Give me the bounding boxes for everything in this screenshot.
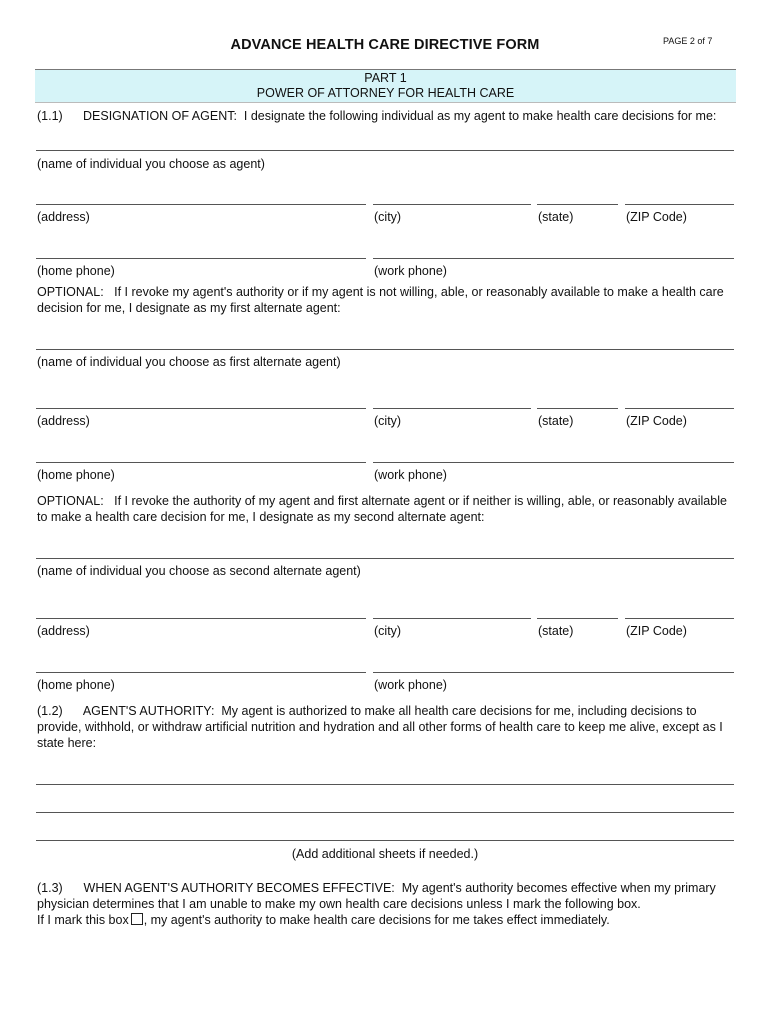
alt2-name-field[interactable] — [36, 558, 734, 559]
agent-home-phone-field[interactable] — [36, 258, 366, 259]
agent-zip-label: (ZIP Code) — [626, 210, 687, 224]
agent-name-label: (name of individual you choose as agent) — [37, 157, 265, 171]
alt1-address-field[interactable] — [36, 408, 366, 409]
alt2-address-field[interactable] — [36, 618, 366, 619]
agent-name-field[interactable] — [36, 150, 734, 151]
alt2-state-label: (state) — [538, 624, 574, 638]
part-header-band — [35, 69, 736, 103]
alt1-state-label: (state) — [538, 414, 574, 428]
agent-address-field[interactable] — [36, 204, 366, 205]
alt1-address-label: (address) — [37, 414, 90, 428]
page-number: PAGE 2 of 7 — [663, 36, 713, 46]
alt1-city-field[interactable] — [373, 408, 531, 409]
additional-sheets-note: (Add additional sheets if needed.) — [291, 847, 479, 861]
authority-exception-line-1[interactable] — [36, 784, 734, 785]
agent-work-phone-label: (work phone) — [374, 264, 447, 278]
alt2-address-label: (address) — [37, 624, 90, 638]
agent-state-label: (state) — [538, 210, 574, 224]
alt1-zip-field[interactable] — [625, 408, 734, 409]
authority-exception-line-3[interactable] — [36, 840, 734, 841]
box-prefix-text: If I mark this box — [37, 913, 129, 927]
agent-state-field[interactable] — [537, 204, 618, 205]
alt2-zip-label: (ZIP Code) — [626, 624, 687, 638]
immediate-effect-line — [37, 912, 610, 928]
alt1-zip-label: (ZIP Code) — [626, 414, 687, 428]
part-label: PART 1 — [364, 71, 407, 85]
alt2-zip-field[interactable] — [625, 618, 734, 619]
alt2-name-label: (name of individual you choose as second alternate agent) — [37, 564, 361, 578]
alt1-name-label: (name of individual you choose as first alternate agent) — [37, 355, 341, 369]
optional-first-alternate-text: OPTIONAL: If I revoke my agent's authority or if my agent is not willing, able, or reasonably available to make a health care decision for me, I designate as my first alternate agent: — [37, 285, 728, 315]
section-1-3-text: (1.3) WHEN AGENT'S AUTHORITY BECOMES EFFECTIVE: My agent's authority becomes effective when my primary physician determines that I am unable to make my own health care decisions unless I mark the following box. — [37, 881, 720, 911]
box-suffix-text: , my agent's authority to make health care decisions for me takes effect immediately. — [143, 913, 610, 927]
alt1-work-phone-field[interactable] — [373, 462, 734, 463]
alt2-state-field[interactable] — [537, 618, 618, 619]
section-1-1-number: (1.1) — [37, 109, 63, 123]
alt2-home-phone-field[interactable] — [36, 672, 366, 673]
agent-home-phone-label: (home phone) — [37, 264, 115, 278]
alt1-work-phone-label: (work phone) — [374, 468, 447, 482]
section-1-2-text: (1.2) AGENT'S AUTHORITY: My agent is authorized to make all health care decisions for me, including decisions to provide, withhold, or withdraw artificial nutrition and hydration and all other forms of health care to keep me alive, except as I state here: — [37, 704, 727, 750]
alt2-work-phone-field[interactable] — [373, 672, 734, 673]
form-title: ADVANCE HEALTH CARE DIRECTIVE FORM — [230, 37, 540, 53]
agent-work-phone-field[interactable] — [373, 258, 734, 259]
alt2-city-label: (city) — [374, 624, 402, 638]
agent-city-field[interactable] — [373, 204, 531, 205]
alt1-name-field[interactable] — [36, 349, 734, 350]
agent-zip-field[interactable] — [625, 204, 734, 205]
alt1-city-label: (city) — [374, 414, 402, 428]
section-1-1-text: DESIGNATION OF AGENT: I designate the following individual as my agent to make health care decisions for me: — [83, 109, 717, 123]
agent-address-label: (address) — [37, 210, 90, 224]
alt1-home-phone-label: (home phone) — [37, 468, 115, 482]
alt1-home-phone-field[interactable] — [36, 462, 366, 463]
part-title: POWER OF ATTORNEY FOR HEALTH CARE — [256, 86, 515, 100]
alt2-home-phone-label: (home phone) — [37, 678, 115, 692]
optional-second-alternate-text: OPTIONAL: If I revoke the authority of my agent and first alternate agent or if neither is willing, able, or reasonably available to make a health care decision for me, I designate as my second alternate agent: — [37, 494, 731, 524]
agent-city-label: (city) — [374, 210, 402, 224]
alt2-work-phone-label: (work phone) — [374, 678, 447, 692]
authority-exception-line-2[interactable] — [36, 812, 734, 813]
alt1-state-field[interactable] — [537, 408, 618, 409]
immediate-effect-checkbox[interactable] — [131, 913, 143, 925]
alt2-city-field[interactable] — [373, 618, 531, 619]
